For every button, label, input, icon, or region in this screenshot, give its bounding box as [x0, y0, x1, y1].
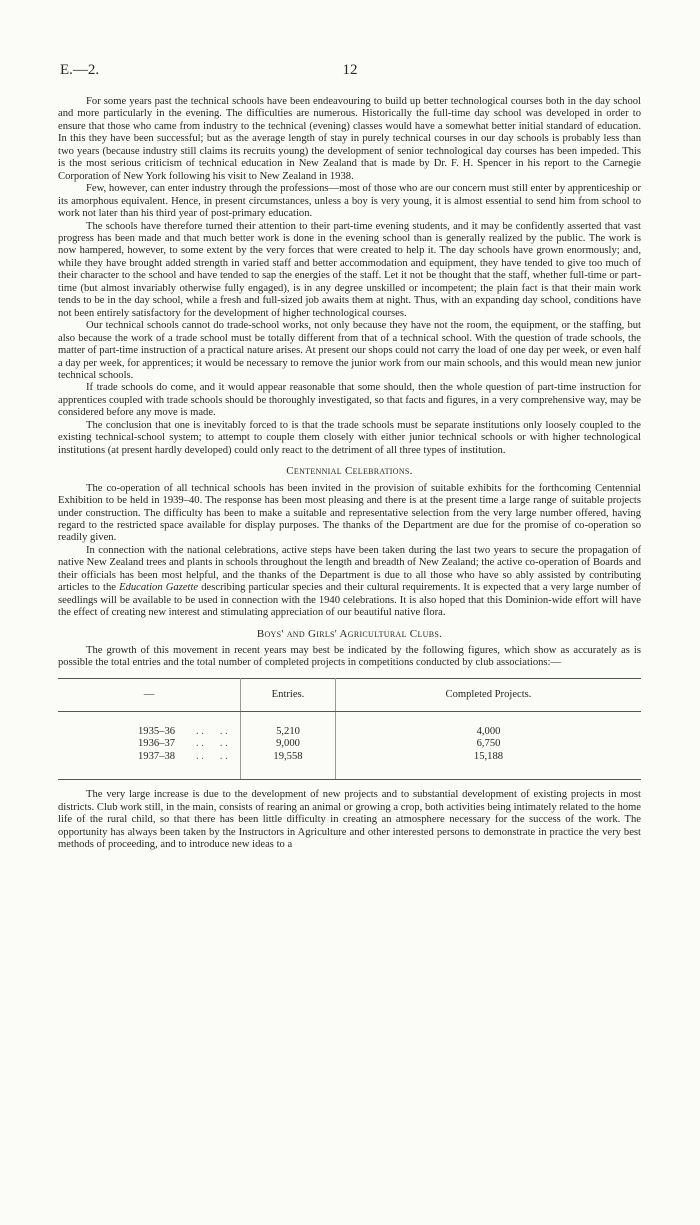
- table-row: [58, 726, 641, 739]
- year-cell: [58, 738, 241, 751]
- paragraph: Few, however, can enter industry through the professions—most of those who are our concern must still enter by apprenticeship or its amorphous equivalent. Hence, in present circumstances, unless a boy is very young, it is almost essential to send him from school to work not later than his third year of post-primary education.: [58, 183, 641, 220]
- leader-dots: . . . .: [196, 738, 228, 750]
- section-heading-centennial: Centennial Celebrations.: [286, 465, 413, 478]
- paragraph: The schools have therefore turned their attention to their part-time evening students, and it may be confidently asserted that vast progress has been made and that much better work is done in the evening school than is generally realized by the public. The work is now hampered, however, to some extent by the very forces that were created to help it. The day schools have grown enormously; and, while they have brought added strength in varied staff and better accommodation and equipment, they have tended to give too much of their character to the school and have tended to sap the energies of the staff. Let it not be thought that the staff, whether full-time or part-time (but almost invariably otherwise fully engaged), is in any degree unskilled or incompetent; the plain fact is that their main work tends to be in the day school, while a fresh and full-sized job awaits them at night. Thus, with an expanding day school, conditions have not been entirely satisfactory for the development of higher technological courses.: [58, 220, 641, 319]
- club-figures-table: [58, 678, 641, 781]
- paragraph: The conclusion that one is inevitably forced to is that the trade schools must be separate institutions only loosely coupled to the existing technical-school system; to attempt to couple them closely with either junior technical schools or with higher technological institutions (at present hardly developed) could only react to the detriment of all three types of institution.: [58, 419, 641, 456]
- entries-cell: 9,000: [241, 738, 336, 751]
- table-header-row: [58, 678, 641, 711]
- completed-cell: 15,188: [473, 750, 504, 762]
- table-row: [58, 738, 641, 751]
- paragraph: For some years past the technical schools have been endeavouring to build up better technological courses both in the day school and more particularly in the evening. The difficulties are numerous. Historically the full-time day school was developed in order to ensure that those who came from industry to the technical (evening) classes would have a somewhat better initial standard of education. In this they have been successful; but as the average length of stay in purely technical courses in our day schools is probably less than two years (because industry still claims its recruits young) the development of senior technological day courses has been impeded. This is the most serious criticism of technical education in New Zealand that is made by Dr. F. H. Spencer in his report to the Carnegie Corporation of New York following his visit to New Zealand in 1938.: [58, 96, 641, 182]
- page-number: 12: [342, 62, 358, 78]
- year-cell: [58, 726, 241, 739]
- entries-cell: 19,558: [241, 751, 336, 764]
- paragraph-text: describing particular species and their cultural requirements. It is expected that a very large number of seedlings will be available to be used in connection with the 1940 celebrations. It is also hoped that this Dominion-wide effort will have the effect of creating new interest and stimulating appreciation of our beautiful native flora.: [58, 582, 642, 619]
- table-row: [58, 751, 641, 764]
- paragraph-text: In connection with the national celebrations, active steps have been taken during the last two years to secure the propagation of native New Zealand trees and plants in schools throughout the length and breadth of New Zealand; the active co-operation of Boards and their officials has been most helpful, and the thanks of the Department is due to all those who have so ably assisted by contributing articles to the: [58, 544, 641, 594]
- year-label: 1935–36: [138, 725, 176, 737]
- publication-title: Education Gazette: [119, 582, 199, 594]
- paragraph: [58, 545, 641, 620]
- entries-cell: 5,210: [241, 726, 336, 739]
- paragraph: Our technical schools cannot do trade-school works, not only because they have not the room, the equipment, or the staffing, but also because the work of a trade school must be totally different from that of a technical school. With the question of trade schools, the matter of part-time instruction of a practical nature arises. At present our shops could not carry the load of one day per week, or even half a day per week, for apprentices; it would be necessary to remove the junior work from our main schools, and this would mean new junior technical schools.: [58, 320, 641, 381]
- leader-dots: . . . .: [196, 725, 228, 737]
- document-reference: E.—2.: [60, 62, 100, 78]
- column-header-entries: Entries.: [241, 678, 336, 711]
- leader-dots: . . . .: [196, 750, 228, 762]
- completed-cell: 6,750: [476, 738, 501, 750]
- year-label: 1937–38: [138, 750, 176, 762]
- paragraph: The co-operation of all technical schools has been invited in the provision of suitable exhibits for the forthcoming Centennial Exhibition to be held in 1939–40. The response has been most pleasing and there is at the present time a large range of suitable projects under construction. The difficulty has been to make a suitable and representative selection from the very large number offered, having regard to the restricted space available for display purposes. The thanks of the Department are due for the promise of co-operation so readily given.: [58, 482, 641, 544]
- year-label: 1936–37: [138, 738, 176, 750]
- column-header-year: —: [58, 678, 241, 711]
- page-header: [60, 62, 640, 82]
- paragraph: The growth of this movement in recent years may best be indicated by the following figures, which show as accurately as is possible the total entries and the total number of completed projects in competitions conducted by club associations:—: [58, 645, 641, 669]
- column-header-completed: Completed Projects.: [336, 678, 642, 711]
- paragraph: If trade schools do come, and it would appear reasonable that some should, then the whole question of part-time instruction for apprentices coupled with trade schools should be thoroughly investigated, so that facts and figures, in a very comprehensive way, may be considered before any move is made.: [58, 382, 641, 419]
- paragraph: The very large increase is due to the development of new projects and to substantial development of existing projects in most districts. Club work still, in the main, consists of rearing an animal or growing a crop, both activities being intimately related to the home life of the rural child, so that there has been little difficulty in creating an atmosphere necessary for the success of the work. The opportunity has always been taken by the Instructors in Agriculture and other interested persons to demonstrate in practice the very best methods of proceeding, and to introduce new ideas to a: [58, 789, 641, 851]
- completed-cell: 4,000: [476, 725, 501, 737]
- section-heading-clubs: Boys' and Girls' Agricultural Clubs.: [256, 627, 443, 640]
- year-cell: [58, 751, 241, 764]
- page-body: [58, 96, 641, 852]
